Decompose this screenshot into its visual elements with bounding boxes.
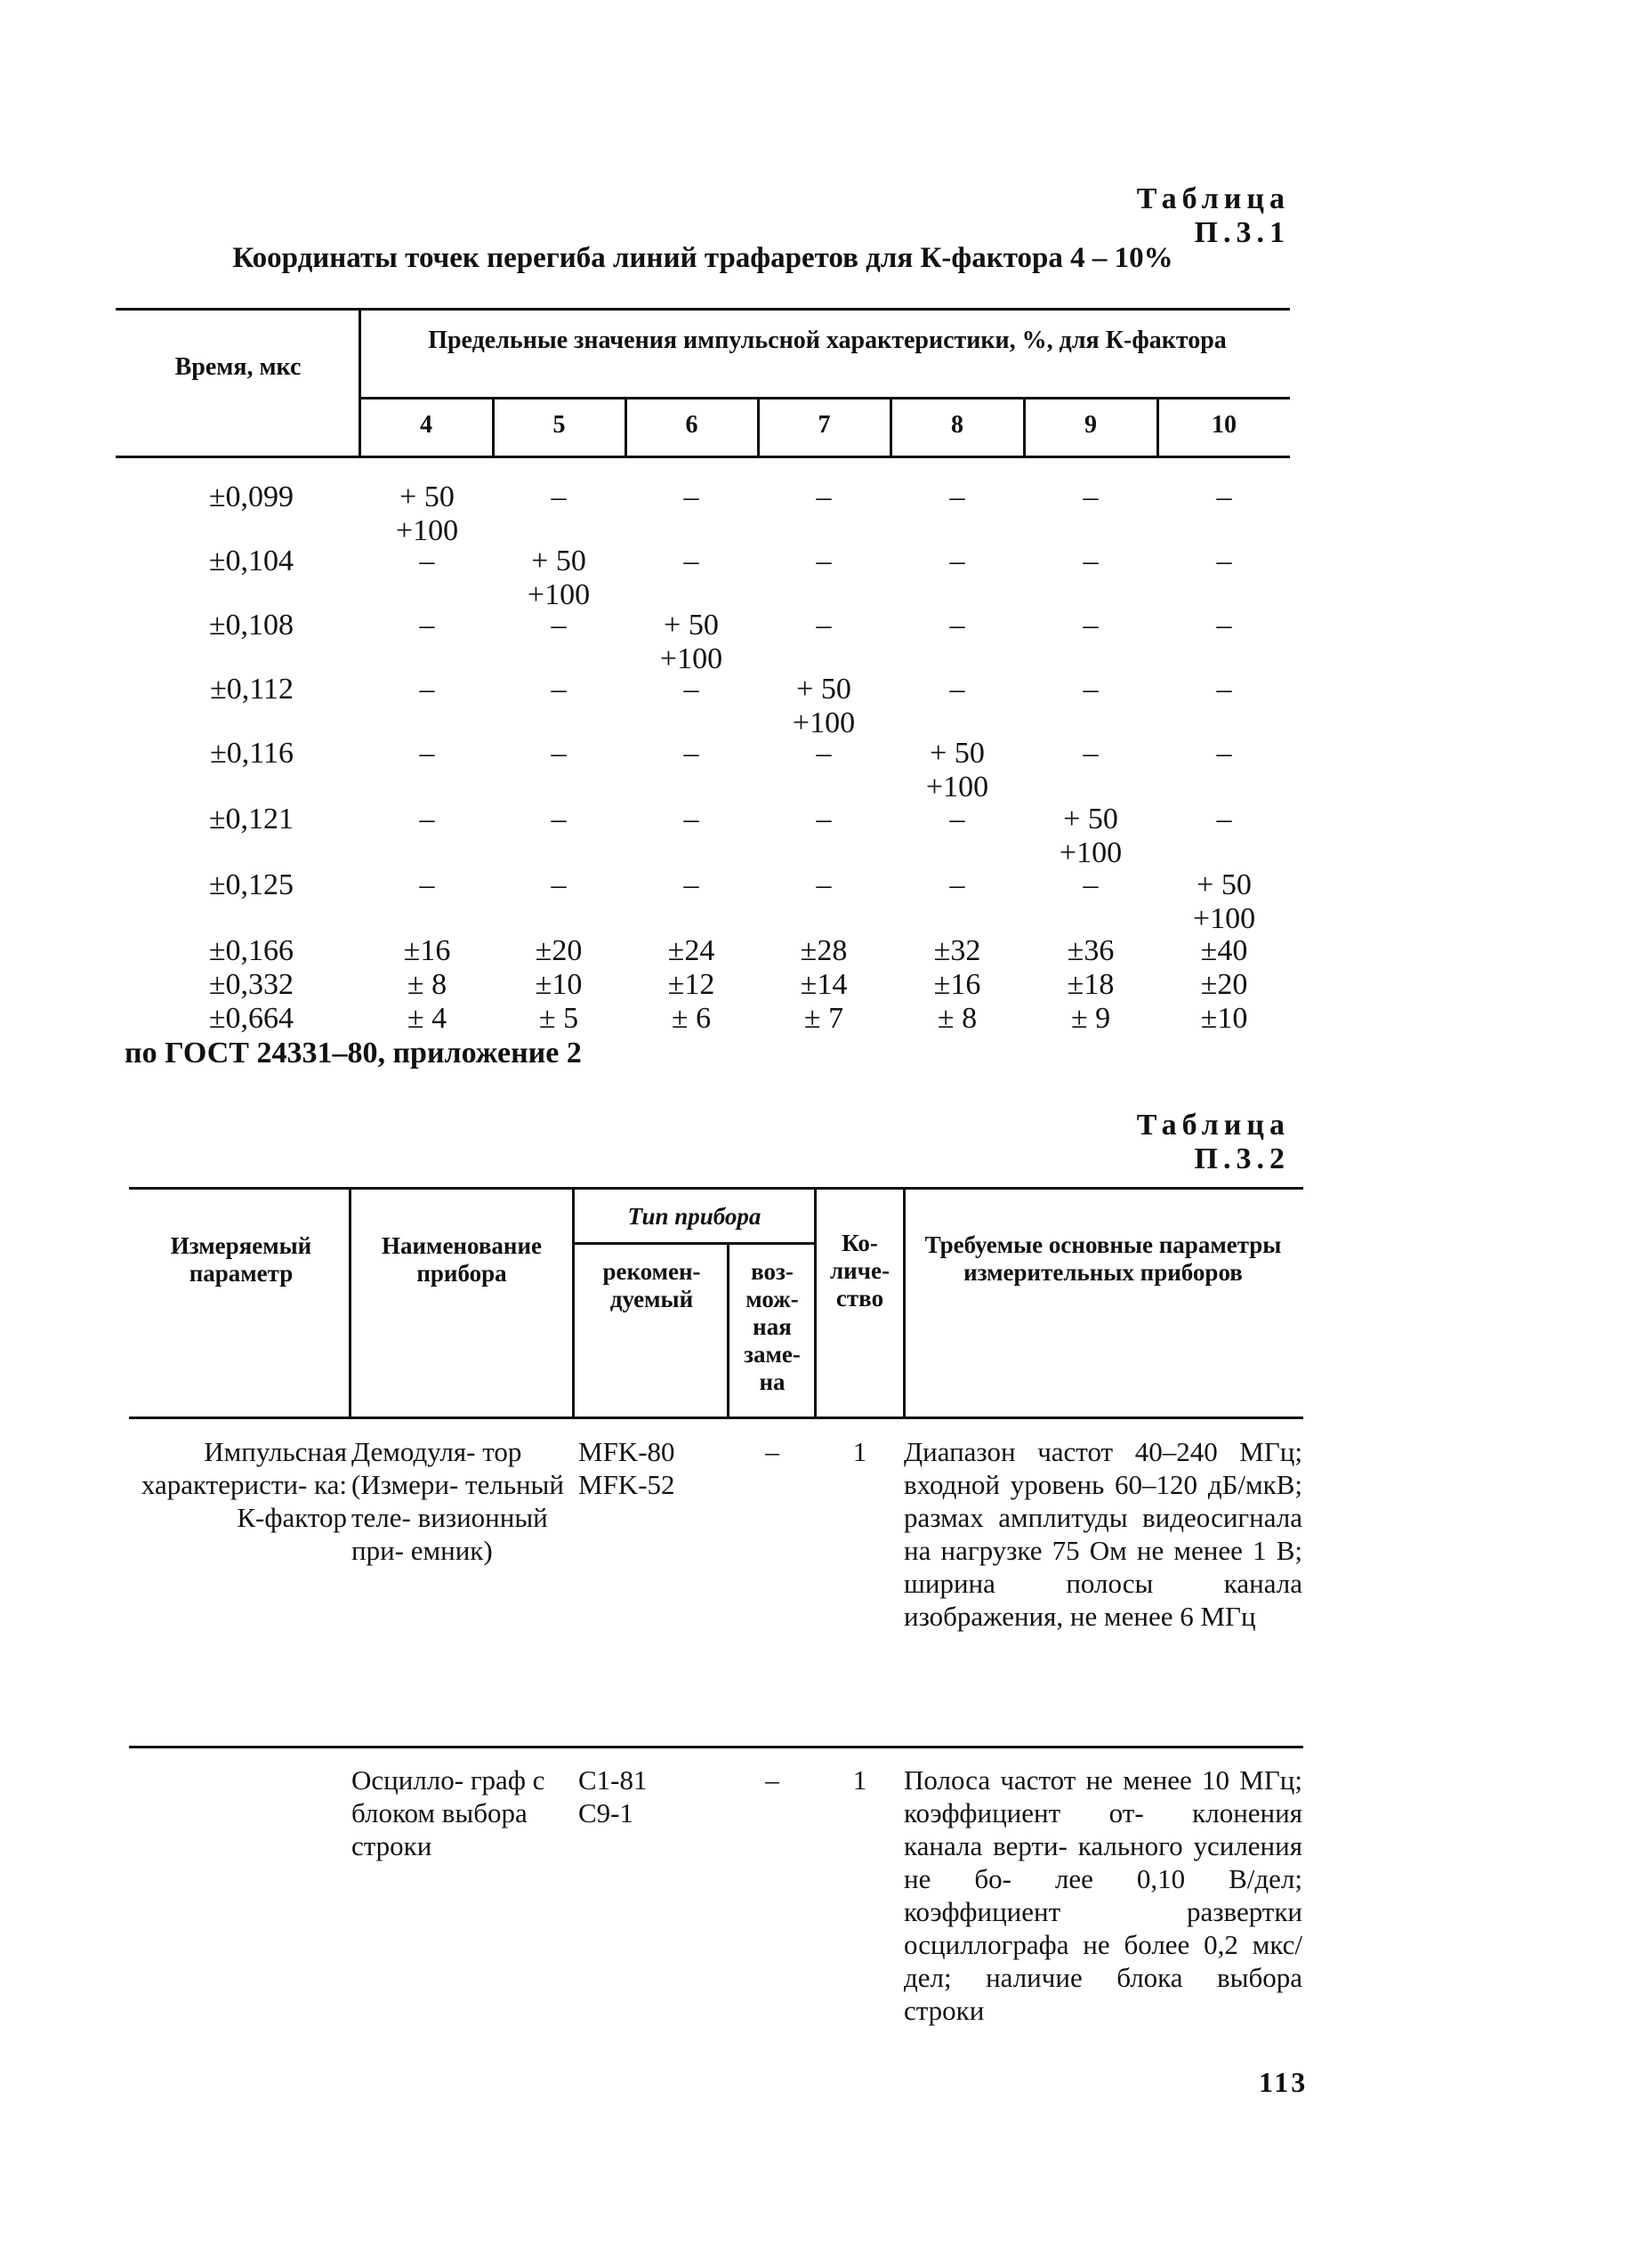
value-cell: – xyxy=(683,868,699,901)
value-cell: – xyxy=(551,673,567,706)
table1-title: Координаты точек перегиба линий трафаретов для К-фактора 4 – 10% xyxy=(232,242,1173,274)
value-cell: – xyxy=(419,868,435,901)
value-cell: ±16 xyxy=(403,934,451,967)
value-cell: ±20 xyxy=(535,934,583,967)
time-cell: ±0,166 xyxy=(208,934,294,967)
header-param: Измеряемый параметр xyxy=(170,1232,312,1287)
kfactor-header: 7 xyxy=(818,411,831,439)
table2-row-rule xyxy=(129,1746,1303,1748)
table2-vrule xyxy=(903,1189,906,1418)
kfactor-header: 8 xyxy=(951,411,963,439)
time-cell: ±0,104 xyxy=(208,545,294,577)
value-cell: ± 5 xyxy=(538,1002,579,1035)
value-cell: ±28 xyxy=(800,934,848,967)
value-cell: – xyxy=(1083,673,1099,706)
table2-vrule xyxy=(349,1189,351,1418)
value-cell: – xyxy=(1216,480,1232,513)
header-quantity: Ко- личе- ство xyxy=(830,1230,890,1312)
value-cell: – xyxy=(1216,737,1232,770)
value-cell: ±40 xyxy=(1200,934,1248,967)
value-cell: – xyxy=(551,803,567,835)
page-number: 113 xyxy=(1259,2066,1309,2098)
value-cell: – xyxy=(683,545,699,577)
header-time: Время, мкс xyxy=(174,353,302,381)
value-cell: ± 4 xyxy=(407,1002,447,1035)
table2-top-rule xyxy=(129,1187,1303,1190)
value-cell: – xyxy=(551,868,567,901)
table2-header-bottom-rule xyxy=(129,1417,1303,1419)
value-cell: ±24 xyxy=(667,934,715,967)
row1-replacement: – xyxy=(765,1436,779,1467)
value-cell: – xyxy=(683,673,699,706)
table1-note: по ГОСТ 24331–80, приложение 2 xyxy=(125,1037,582,1069)
value-cell: ±36 xyxy=(1067,934,1115,967)
value-cell: ± 7 xyxy=(803,1002,844,1035)
table2-vrule xyxy=(727,1244,729,1418)
value-cell: – xyxy=(419,609,435,642)
kfactor-header: 10 xyxy=(1212,411,1237,439)
value-cell: – xyxy=(419,673,435,706)
value-cell: – xyxy=(816,545,832,577)
value-cell: ± 6 xyxy=(671,1002,712,1035)
value-cell: + 50 +100 xyxy=(527,545,591,611)
value-cell: – xyxy=(949,545,965,577)
value-cell: – xyxy=(683,480,699,513)
table2-vrule xyxy=(572,1189,575,1418)
time-cell: ±0,108 xyxy=(208,609,294,642)
time-cell: ±0,332 xyxy=(208,968,294,1001)
value-cell: + 50 +100 xyxy=(1192,868,1256,935)
time-cell: ±0,121 xyxy=(208,803,294,835)
value-cell: – xyxy=(949,868,965,901)
value-cell: ±18 xyxy=(1067,968,1115,1001)
value-cell: ±12 xyxy=(667,968,715,1001)
header-limits: Предельные значения импульсной характеристики, %, для К-фактора xyxy=(428,327,1227,354)
time-cell: ±0,125 xyxy=(208,868,294,901)
value-cell: – xyxy=(949,803,965,835)
value-cell: ± 9 xyxy=(1070,1002,1111,1035)
value-cell: – xyxy=(949,480,965,513)
value-cell: ± 8 xyxy=(407,968,447,1001)
value-cell: – xyxy=(551,737,567,770)
value-cell: – xyxy=(419,803,435,835)
kfactor-header: 4 xyxy=(420,411,432,439)
header-device-type: Тип прибора xyxy=(627,1203,762,1230)
value-cell: – xyxy=(1083,480,1099,513)
value-cell: + 50 +100 xyxy=(395,480,459,547)
row1-param: Импульсная характеристи- ка: К-фактор xyxy=(141,1436,347,1533)
value-cell: – xyxy=(419,737,435,770)
row1-quantity: 1 xyxy=(852,1436,867,1467)
value-cell: – xyxy=(419,545,435,577)
value-cell: + 50 +100 xyxy=(925,737,989,803)
header-device-name: Наименование прибора xyxy=(382,1232,542,1287)
time-cell: ±0,664 xyxy=(208,1002,294,1035)
value-cell: – xyxy=(551,609,567,642)
value-cell: – xyxy=(1083,868,1099,901)
table1-header-bottom-rule xyxy=(116,456,1290,458)
value-cell: – xyxy=(683,803,699,835)
value-cell: – xyxy=(1083,609,1099,642)
value-cell: ±10 xyxy=(535,968,583,1001)
kfactor-header: 9 xyxy=(1084,411,1097,439)
kfactor-header: 6 xyxy=(685,411,698,439)
value-cell: + 50 +100 xyxy=(792,673,856,739)
value-cell: – xyxy=(949,673,965,706)
value-cell: + 50 +100 xyxy=(659,609,723,675)
value-cell: – xyxy=(949,609,965,642)
time-cell: ±0,112 xyxy=(210,673,294,706)
value-cell: – xyxy=(816,737,832,770)
table1-caption: Таблица П.3.1 xyxy=(1136,182,1290,249)
row2-replacement: – xyxy=(765,1764,779,1796)
value-cell: ±14 xyxy=(800,968,848,1001)
value-cell: – xyxy=(816,868,832,901)
value-cell: – xyxy=(1083,545,1099,577)
table2-vrule xyxy=(814,1189,817,1418)
table2-caption: Таблица П.3.2 xyxy=(1136,1109,1290,1175)
row2-device: Осцилло- граф с блоком выбора строки xyxy=(351,1764,545,1861)
value-cell: – xyxy=(551,480,567,513)
value-cell: – xyxy=(1216,803,1232,835)
kfactor-header: 5 xyxy=(552,411,566,439)
row1-requirements: Диапазон частот 40–240 МГц; входной уровень 60–120 дБ/мкВ; размах амплитуды видеосигнала на нагрузке 75 Ом не менее 1 В; ширина полосы канала изображения, не менее 6 МГц xyxy=(904,1436,1302,1632)
time-cell: ±0,116 xyxy=(210,737,294,770)
table2-type-rule xyxy=(574,1242,816,1245)
row1-recommended: MFK-80 MFK-52 xyxy=(578,1436,675,1500)
header-replacement: воз- мож- ная заме- на xyxy=(744,1258,801,1395)
header-requirements: Требуемые основные параметры измерительных приборов xyxy=(924,1231,1282,1286)
row1-device: Демодуля- тор (Измери- тельный теле- визионный при- емник) xyxy=(351,1436,564,1566)
table1-top-rule xyxy=(116,308,1290,311)
value-cell: ±20 xyxy=(1200,968,1248,1001)
row2-requirements: Полоса частот не менее 10 МГц; коэффициент от- клонения канала верти- кального усиления не бо- лее 0,10 В/дел; коэффициент развертки осциллографа не более 0,2 мкс/дел; наличие блока выбора строки xyxy=(904,1764,1302,2026)
row2-recommended: С1-81 С9-1 xyxy=(578,1764,648,1828)
value-cell: + 50 +100 xyxy=(1059,803,1123,869)
value-cell: ± 8 xyxy=(937,1002,978,1035)
value-cell: ±16 xyxy=(933,968,981,1001)
time-cell: ±0,099 xyxy=(208,480,294,513)
value-cell: ±32 xyxy=(933,934,981,967)
value-cell: – xyxy=(816,609,832,642)
value-cell: – xyxy=(1216,673,1232,706)
value-cell: – xyxy=(1083,737,1099,770)
table1-subheader-rule xyxy=(360,397,1290,400)
value-cell: – xyxy=(1216,545,1232,577)
value-cell: – xyxy=(683,737,699,770)
value-cell: – xyxy=(816,803,832,835)
value-cell: – xyxy=(816,480,832,513)
row2-quantity: 1 xyxy=(852,1764,867,1796)
header-recommended: рекомен- дуемый xyxy=(602,1258,701,1312)
value-cell: ±10 xyxy=(1200,1002,1248,1035)
value-cell: – xyxy=(1216,609,1232,642)
